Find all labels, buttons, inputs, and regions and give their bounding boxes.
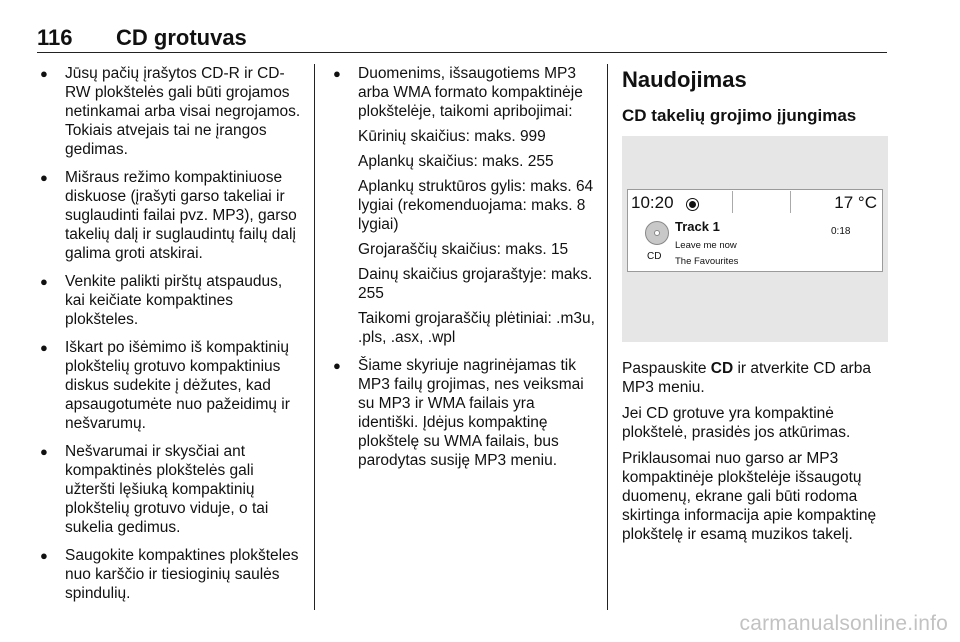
cd-display-screen [627, 189, 883, 272]
restriction-item: Aplankų struktūros gylis: maks. 64 lygiai (rekomenduojama: maks. 8 lygiai) [358, 178, 594, 233]
watermark: carmanualsonline.info [739, 612, 948, 635]
header-rule [37, 52, 887, 53]
list-item: ● Mišraus režimo kompaktiniuose diskuose (įrašyti garso takeliai ir suglaudinti failai pvz. MP3), garso takelių dalį ir suglaudintų failų dalį galima groti atskirai. [37, 168, 305, 263]
temperature: 17 °C [834, 193, 877, 212]
restriction-item: Taikomi grojaraščių plėtiniai: .m3u, .pls, .asx, .wpl [358, 310, 595, 346]
page-number: 116 [37, 25, 73, 50]
restriction-item: Dainų skaičius grojaraštyje: maks. 255 [358, 266, 593, 302]
list-item: ● Šiame skyriuje nagrinėjamas tik MP3 failų grojimas, nes veiksmai su MP3 ir WMA failais yra identiški. Įdėjus kompaktinę plokštelę su WMA failais, bus parodytas susiję MP3 meniu. [330, 356, 598, 470]
cd-button-ref: CD [710, 360, 734, 377]
subsection-title: CD takelių grojimo įjungimas [622, 106, 857, 125]
restriction-item: Aplankų skaičius: maks. 255 [358, 153, 554, 170]
cd-disc-icon [645, 221, 669, 245]
list-item: ● Nešvarumai ir skysčiai ant kompaktinės plokštelės gali užteršti lęšiuką kompaktinių plokštelių grotuvo viduje, o tai sukelia gedimus. [37, 442, 305, 537]
restrictions-intro: Duomenims, išsaugotiems MP3 arba WMA formato kompaktinėje plokštelėje, taikomi apribojimai: [358, 65, 583, 120]
paragraph [622, 359, 890, 397]
paragraph: Jei CD grotuve yra kompaktinė plokštelė, prasidės jos atkūrimas. [622, 405, 851, 441]
chapter-title: CD grotuvas [116, 25, 247, 50]
screen-divider [790, 191, 791, 213]
column-divider-left [314, 64, 315, 610]
paragraph-text: Paspauskite [622, 360, 711, 377]
left-column [37, 64, 305, 612]
source-label: CD [647, 251, 662, 262]
display-illustration [622, 136, 888, 342]
screen-divider [732, 191, 733, 213]
right-column [622, 64, 890, 551]
bullet-list [37, 64, 305, 603]
track-artist: Leave me now [675, 240, 737, 251]
list-item [330, 64, 598, 347]
restrictions-list [358, 127, 598, 347]
track-album: The Favourites [675, 256, 739, 267]
middle-column [330, 64, 598, 479]
status-indicator-icon [689, 201, 696, 208]
clock-time: 10:20 [631, 193, 674, 212]
paragraph-text: ir atverkite CD arba MP3 meniu. [622, 360, 871, 396]
bullet-list [330, 64, 598, 470]
elapsed-time: 0:18 [831, 226, 851, 237]
page-header [37, 22, 887, 52]
restriction-item: Kūrinių skaičius: maks. 999 [358, 128, 546, 145]
list-item: ● Venkite palikti pirštų atspaudus, kai keičiate kompaktines plokšteles. [37, 272, 305, 329]
list-item: ● Saugokite kompaktines plokšteles nuo karščio ir tiesioginių saulės spindulių. [37, 546, 305, 603]
column-divider-right [607, 64, 608, 610]
restriction-item: Grojaraščių skaičius: maks. 15 [358, 241, 569, 258]
list-item: ● Iškart po išėmimo iš kompaktinių plokštelių grotuvo kompaktinius diskus sudekite į dėžutes, kad apsaugotumėte nuo pažeidimų ir nešvarumų. [37, 338, 305, 433]
track-name: Track 1 [675, 219, 720, 234]
paragraph: Priklausomai nuo garso ar MP3 kompaktinėje plokštelėje išsaugotų duomenų, ekrane gali būti rodoma skirtinga informacija apie kompaktinę plokštelę ir esamą muzikos takelį. [622, 450, 877, 543]
list-item: ● Jūsų pačių įrašytos CD-R ir CD-RW plokštelės gali būti grojamos netinkamai arba visai negrojamos. Tokiais atvejais tai ne įrangos gedimas. [37, 64, 305, 159]
section-title: Naudojimas [622, 67, 747, 92]
